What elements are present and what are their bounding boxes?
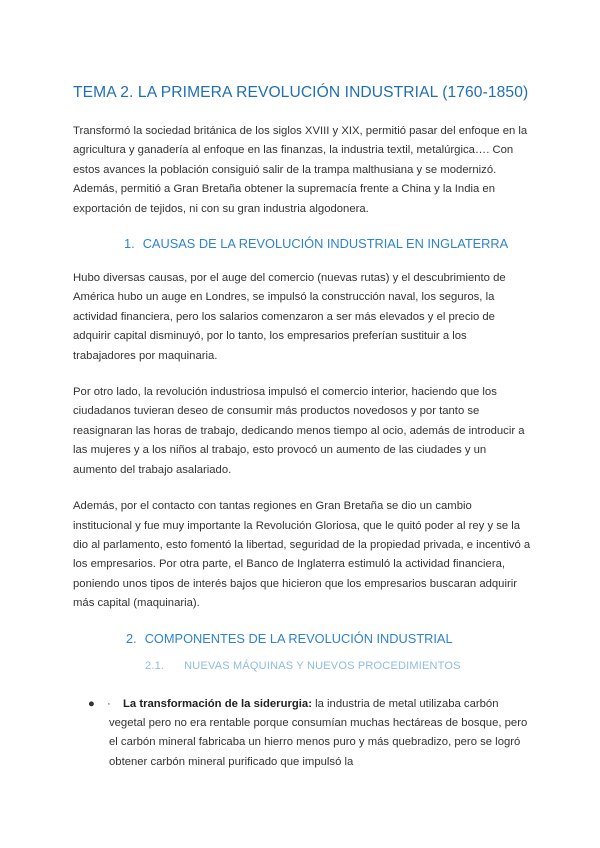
- section-1-title: CAUSAS DE LA REVOLUCIÓN INDUSTRIAL EN INGLATERRA: [142, 236, 509, 252]
- document-content: [73, 84, 531, 772]
- bullet-icon: ●: [88, 697, 95, 710]
- section-1-paragraph: Por otro lado, la revolución industriosa impulsó el comercio interior, haciendo que los ciudadanos tuvieran deseo de consumir más productos novedosos y por tanto se reasignaran las horas de trabajo, dedicando menos tiempo al ocio, además de introducir a las mujeres y a los niños al trabajo, esto provocó un aumento de las ciudades y un aumento del trabajo asalariado.: [73, 386, 525, 476]
- bullet-text: la industria de metal utilizaba carbón vegetal pero no era rentable porque consumían muchas hectáreas de bosque, pero el carbón mineral fabricaba un hierro menos puro y más quebradizo, pero se logró obtener carbón mineral purificado que impulsó la: [109, 697, 528, 768]
- section-1-number: 1.: [124, 236, 135, 252]
- section-1-paragraph: Además, por el contacto con tantas regiones en Gran Bretaña se dio un cambio institucional y fue muy importante la Revolución Gloriosa, que le quitó poder al rey y se la dio al parlamento, esto fomentó la libertad, seguridad de la propiedad privada, e incentivó a los empresarios. Por otra parte, el Banco de Inglaterra estimuló la actividad financiera, poniendo unos tipos de interés bajos que hicieron que los empresarios buscaran adquirir más capital (maquinaria).: [73, 500, 531, 610]
- subsection-2-1-number: 2.1.: [145, 659, 165, 672]
- page-title: TEMA 2. LA PRIMERA REVOLUCIÓN INDUSTRIAL (1760-1850): [73, 84, 529, 101]
- bullet-bold-lead: La transformación de la siderurgia:: [123, 697, 312, 710]
- list-item: [73, 695, 531, 773]
- section-1-paragraph: Hubo diversas causas, por el auge del comercio (nuevas rutas) y el descubrimiento de América hubo un auge en Londres, se impulsó la construcción naval, los seguros, la actividad financiera, pero los salarios comenzaron a ser más elevados y el precio de adquirir capital disminuyó, por lo tanto, los empresarios preferían sustituir a los trabajadores por maquinaria.: [73, 272, 506, 362]
- section-1-heading: [73, 236, 531, 251]
- subsection-2-1-heading: [73, 660, 531, 672]
- section-2-heading: [73, 631, 531, 646]
- bullet-mid-dot: ·: [107, 697, 111, 710]
- section-2-title: COMPONENTES DE LA REVOLUCIÓN INDUSTRIAL: [144, 630, 453, 646]
- subsection-2-1-title: NUEVAS MÁQUINAS Y NUEVOS PROCEDIMIENTOS: [184, 659, 461, 672]
- intro-paragraph: Transformó la sociedad británica de los siglos XVIII y XIX, permitió pasar del enfoque en la agricultura y ganadería al enfoque en las finanzas, la industria textil, metalúrgica…. Con estos avances la población consiguió salir de la trampa malthusiana y se modernizó. Además, permitió a Gran Bretaña obtener la supremacía frente a China y la India en exportación de tejidos, ni con su gran industria algodonera.: [73, 125, 528, 215]
- section-2-number: 2.: [126, 630, 137, 646]
